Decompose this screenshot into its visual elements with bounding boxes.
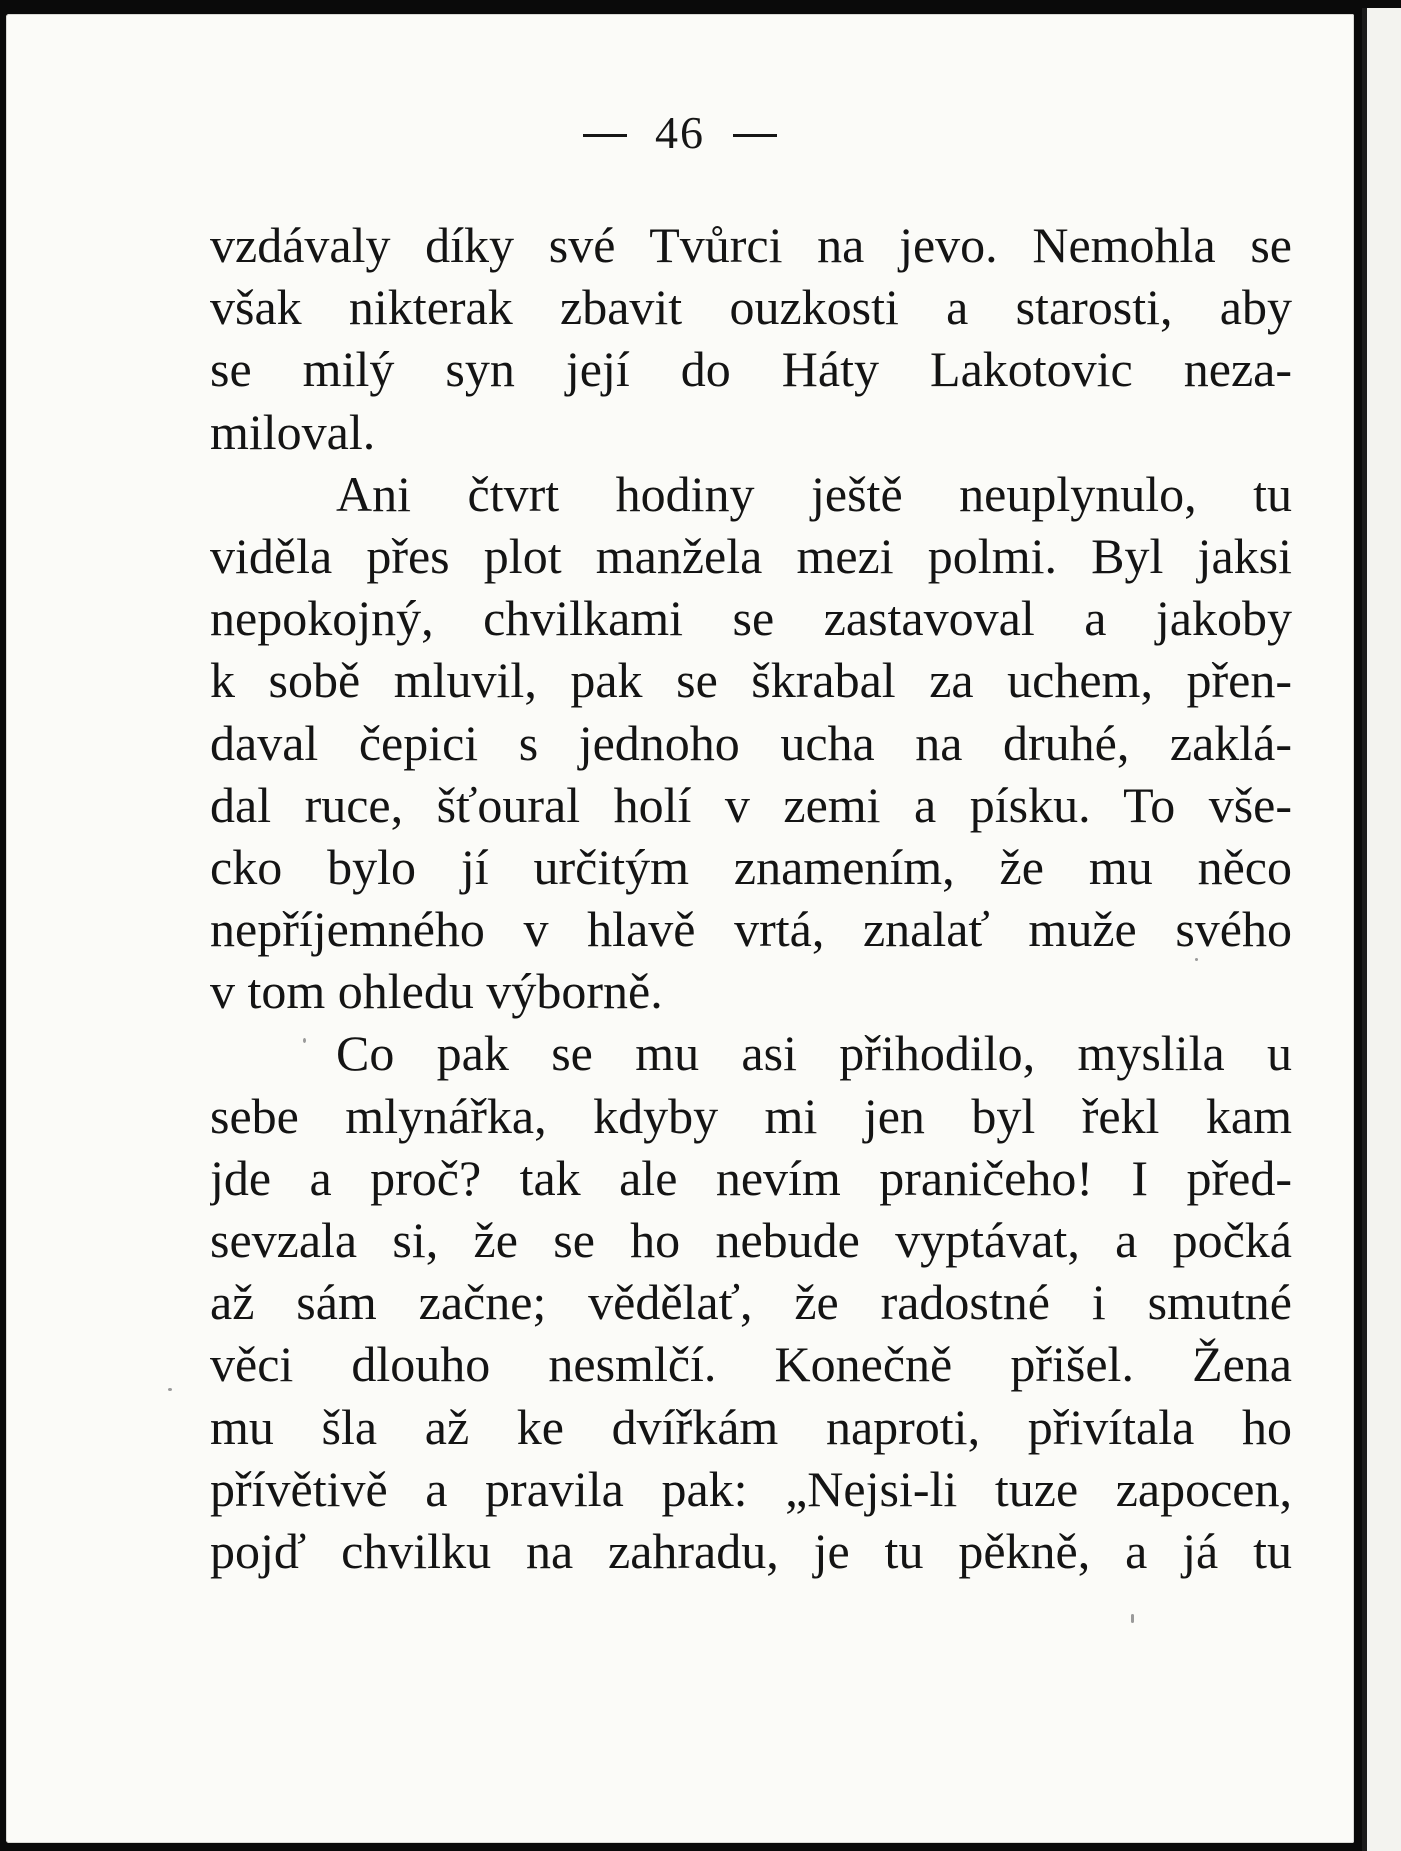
text-line: viděla přes plot manžela mezi polmi. Byl jaksi [210,527,1292,584]
text-line: daval čepici s jednoho ucha na druhé, zaklá- [210,714,1292,771]
text-line: cko bylo jí určitým znamením, že mu něco [210,838,1292,895]
text-line: věci dlouho nesmlčí. Konečně přišel. Žena [210,1336,1292,1393]
text-line: se milý syn její do Háty Lakotovic neza- [210,341,1292,398]
text-line: Ani čtvrt hodiny ještě neuplynulo, tu [336,465,1292,522]
text-line: až sám začne; vědělať, že radostné i smutné [210,1274,1292,1331]
text-line: miloval. [210,403,376,460]
text-line: však nikterak zbavit ouzkosti a starosti, aby [210,279,1292,336]
text-line: sevzala si, že se ho nebude vyptávat, a počká [210,1212,1292,1268]
text-line: Co pak se mu asi přihodilo, myslila u [336,1025,1292,1082]
text-line: k sobě mluvil, pak se škrabal za uchem, přen- [210,652,1292,709]
text-line: dal ruce, šťoural holí v zemi a písku. To vše- [210,776,1292,833]
paper-speck [303,1038,306,1043]
text-line: nepříjemného v hlavě vrtá, znalať muže svého [210,901,1292,958]
text-line: v tom ohledu výborně. [210,963,663,1020]
header-dash-right [733,134,777,137]
text-line: jde a proč? tak ale nevím praničeho! I před- [210,1149,1292,1206]
text-line: nepokojný, chvilkami se zastavoval a jakoby [210,590,1292,647]
text-line: mu šla až ke dvířkám naproti, přivítala ho [210,1398,1292,1455]
text-line: vzdávaly díky své Tvůrci na jevo. Nemohla se [210,217,1292,273]
book-spine-edge [1362,8,1401,1851]
header-dash-left [583,134,627,137]
page-header [6,106,1354,159]
body-text [210,214,1292,1582]
text-line: pojď chvilku na zahradu, je tu pěkně, a já tu [210,1522,1292,1579]
page-number: 46 [655,107,705,158]
text-line: sebe mlynářka, kdyby mi jen byl řekl kam [210,1087,1292,1144]
paper-speck [1195,958,1198,961]
text-line: přívětivě a pravila pak: „Nejsi-li tuze zapocen, [210,1460,1292,1517]
book-page [6,14,1354,1843]
paper-speck [1131,1614,1134,1623]
paper-speck [168,1388,172,1391]
